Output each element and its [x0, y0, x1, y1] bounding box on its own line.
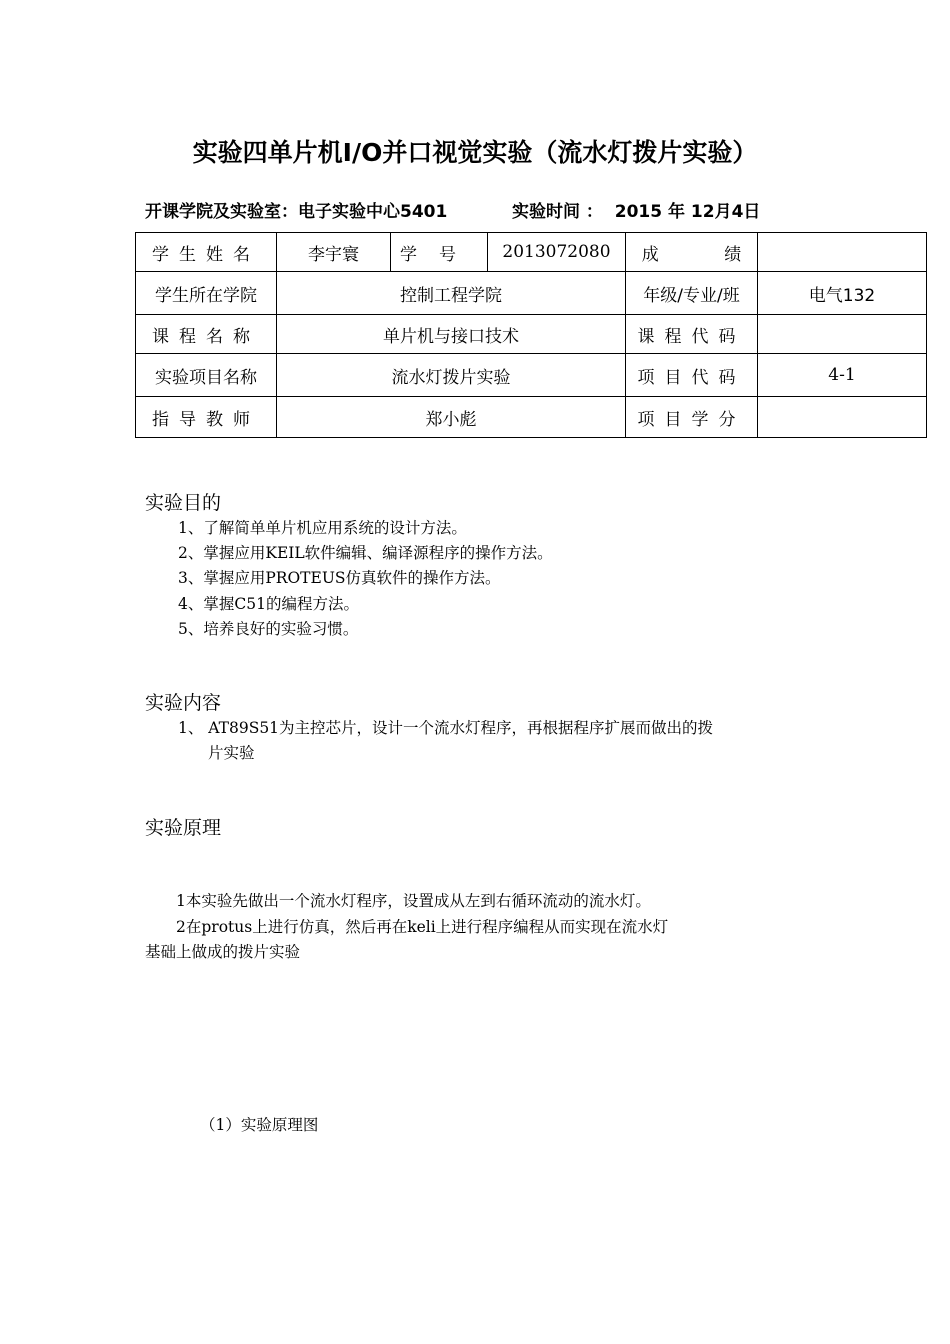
- course-value: 单片机与接口技术: [277, 315, 626, 354]
- course-code-label: 课程代码: [626, 315, 758, 354]
- college-label: 学生所在学院: [136, 272, 277, 315]
- table-row: [136, 272, 927, 315]
- purpose-heading: 实验目的: [145, 492, 222, 514]
- project-code-label: 项目代码: [626, 354, 758, 397]
- page-title: 实验四单片机I/O并口视觉实验（流水灯拨片实验）: [192, 138, 758, 167]
- lab-label: 开课学院及实验室：: [145, 202, 298, 222]
- figure-caption: （1）实验原理图: [200, 1116, 319, 1134]
- principle-heading: 实验原理: [145, 817, 222, 839]
- name-label: 学生姓名: [136, 233, 277, 272]
- list-item: 3、掌握应用PROTEUS仿真软件的操作方法。: [178, 569, 501, 587]
- list-item: 5、培养良好的实验习惯。: [178, 620, 359, 638]
- course-label: 课程名称: [136, 315, 277, 354]
- list-item: 1、了解简单单片机应用系统的设计方法。: [178, 519, 467, 537]
- id-label: 学号: [391, 233, 488, 272]
- content-line-1: 1、 AT89S51为主控芯片，设计一个流水灯程序，再根据程序扩展而做出的拨: [178, 719, 714, 737]
- score-value: [758, 233, 927, 272]
- college-value: 控制工程学院: [277, 272, 626, 315]
- list-item: 4、掌握C51的编程方法。: [178, 595, 359, 613]
- teacher-value: 郑小彪: [277, 397, 626, 438]
- time-label: 实验时间 ：: [512, 202, 603, 222]
- id-value: 2013072080: [488, 233, 626, 272]
- table-row: [136, 397, 927, 438]
- principle-paragraph-2b: 基础上做成的拨片实验: [145, 943, 301, 961]
- lab-value: 电子实验中心5401: [298, 202, 448, 222]
- info-table: [135, 232, 927, 438]
- name-value: 李宇寰: [277, 233, 391, 272]
- teacher-label: 指导教师: [136, 397, 277, 438]
- content-line-2: 片实验: [208, 744, 255, 762]
- credit-value: [758, 397, 927, 438]
- time-value: 2015 年 12月4日: [614, 202, 761, 222]
- table-row: [136, 233, 927, 272]
- grade-value: 电气132: [758, 272, 927, 315]
- table-row: [136, 354, 927, 397]
- principle-paragraph-1: 1本实验先做出一个流水灯程序，设置成从左到右循环流动的流水灯。: [176, 892, 651, 910]
- score-label: 成 绩: [626, 233, 758, 272]
- time-info: [512, 197, 760, 222]
- project-label: 实验项目名称: [136, 354, 277, 397]
- project-code-value: 4-1: [758, 354, 927, 397]
- principle-paragraph-2a: 2在protus上进行仿真，然后再在keli上进行程序编程从而实现在流水灯: [176, 918, 669, 936]
- course-code-value: [758, 315, 927, 354]
- content-heading: 实验内容: [145, 692, 222, 714]
- grade-label: 年级/专业/班: [626, 272, 758, 315]
- credit-label: 项目学分: [626, 397, 758, 438]
- list-item: 2、掌握应用KEIL软件编辑、编译源程序的操作方法。: [178, 544, 553, 562]
- lab-info: [145, 197, 447, 222]
- project-value: 流水灯拨片实验: [277, 354, 626, 397]
- table-row: [136, 315, 927, 354]
